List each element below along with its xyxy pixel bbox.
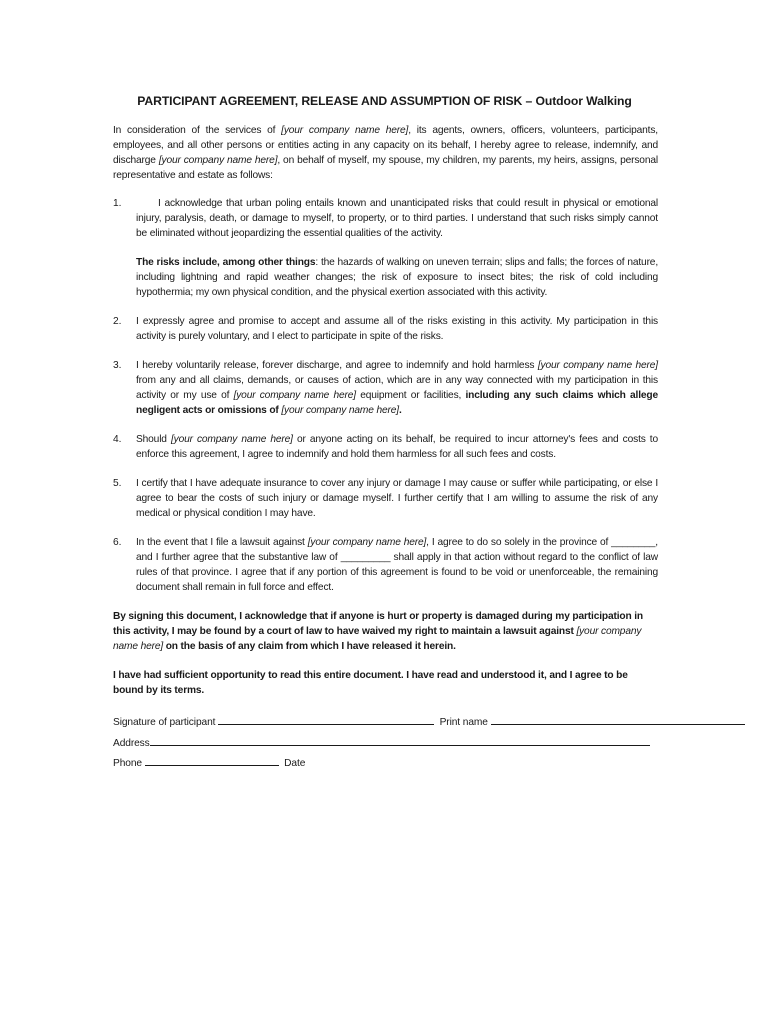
signing-acknowledgement: By signing this document, I acknowledge that if anyone is hurt or property is damaged during my participation in this activity, I may be found by a court of law to have waived my right to maintain a lawsuit against [your company name here] on the basis of any claim from which I have released it herein.	[113, 611, 643, 652]
phone-date-row	[113, 754, 658, 771]
clause-text: Should [your company name here] or anyone acting on its behalf, be required to incur attorney's fees and costs to enforce this agreement, I agree to indemnify and hold them harmless for all such fees and costs.	[136, 434, 659, 460]
company-placeholder: [your company name here]	[281, 125, 409, 136]
clause-text: I hereby voluntarily release, forever discharge, and agree to indemnify and hold harmless [your company name here] from any and all claims, demands, or causes of action, which are in any way connected with my participation in this activity or my use of [your company name here] equipment or facilities, including any such claims which allege negligent acts or omissions of [your company name here].	[136, 360, 659, 416]
opportunity-statement: I have had sufficient opportunity to read this entire document. I have read and understood it, and I agree to be bound by its terms.	[113, 670, 628, 696]
clause-number: 5.	[113, 478, 122, 489]
clause-6	[113, 535, 658, 595]
clause-1	[113, 196, 658, 241]
signature-field[interactable]	[218, 713, 434, 725]
intro-text-a: In consideration of the services of	[113, 125, 282, 136]
address-label: Address	[113, 738, 150, 749]
document-title: PARTICIPANT AGREEMENT, RELEASE AND ASSUMPTION OF RISK – Outdoor Walking	[137, 94, 632, 108]
clause-4	[113, 432, 658, 462]
date-label: Date	[284, 758, 306, 769]
risks-text: : the hazards of walking on uneven terrain; slips and falls; the forces of nature, including lightning and rapid weather changes; the risk of exposure to insect bites; the risk of cold including hypothermia; my own physical condition, and the physical exertion associated with this activity.	[136, 257, 659, 298]
signature-label: Signature of participant	[113, 717, 216, 728]
company-placeholder: [your company name here]	[233, 390, 356, 401]
clause-3	[113, 358, 658, 418]
clause-text: In the event that I file a lawsuit against [your company name here], I agree to do so solely in the province of ________, and I further agree that the substantive law of _________ shall apply in that action without regard to the conflict of law rules of that province. I agree that if any portion of this agreement is found to be void or unenforceable, the remaining document shall remain in full force and effect.	[136, 537, 658, 593]
company-placeholder: [your company name here]	[158, 155, 278, 166]
address-field[interactable]	[150, 734, 650, 746]
intro-paragraph	[113, 123, 658, 183]
print-name-label: Print name	[439, 717, 488, 728]
waiver-document	[113, 94, 658, 771]
phone-label: Phone	[113, 758, 142, 769]
clause-number: 1.	[113, 198, 122, 209]
clause-text: I expressly agree and promise to accept and assume all of the risks existing in this activity. My participation in this activity is purely voluntary, and I elect to participate in spite of the risks.	[136, 316, 658, 342]
company-placeholder: [your company name here]	[281, 405, 399, 416]
clause-text: I acknowledge that urban poling entails known and unanticipated risks that could result in physical or emotional injury, paralysis, death, or damage to myself, to property, or to third parties. I understand that such risks simply cannot be eliminated without jeopardizing the essential qualities of the activity.	[136, 198, 658, 239]
company-placeholder: [your company name here]	[113, 626, 642, 652]
intro-text-c: , on behalf of myself, my spouse, my children, my parents, my heirs, assigns, personal representative and estate as follows:	[113, 155, 658, 181]
clause-number: 4.	[113, 434, 122, 445]
intro-text-b: , its agents, owners, officers, volunteers, participants, employees, and all other persons or entities acting in any capacity on its behalf, I hereby agree to release, indemnify, and discharge	[113, 125, 658, 166]
clause-number: 6.	[113, 537, 122, 548]
company-placeholder: [your company name here]	[537, 360, 658, 371]
company-placeholder: [your company name here]	[307, 537, 427, 548]
risks-heading: The risks include, among other things	[136, 257, 316, 268]
signature-row	[113, 712, 658, 733]
phone-field[interactable]	[145, 754, 279, 766]
print-name-field[interactable]	[491, 713, 745, 725]
company-placeholder: [your company name here]	[170, 434, 293, 445]
clause-5	[113, 476, 658, 521]
address-row	[113, 733, 658, 754]
clause-text: I certify that I have adequate insurance to cover any injury or damage I may cause or suffer while participating, or else I agree to bear the costs of such injury or damage myself. I further certify that I am willing to assume the risk of any medical or physical condition I may have.	[136, 478, 658, 519]
clause-2	[113, 314, 658, 344]
risks-paragraph	[136, 255, 658, 300]
clause-number: 2.	[113, 316, 122, 327]
clause-number: 3.	[113, 360, 122, 371]
